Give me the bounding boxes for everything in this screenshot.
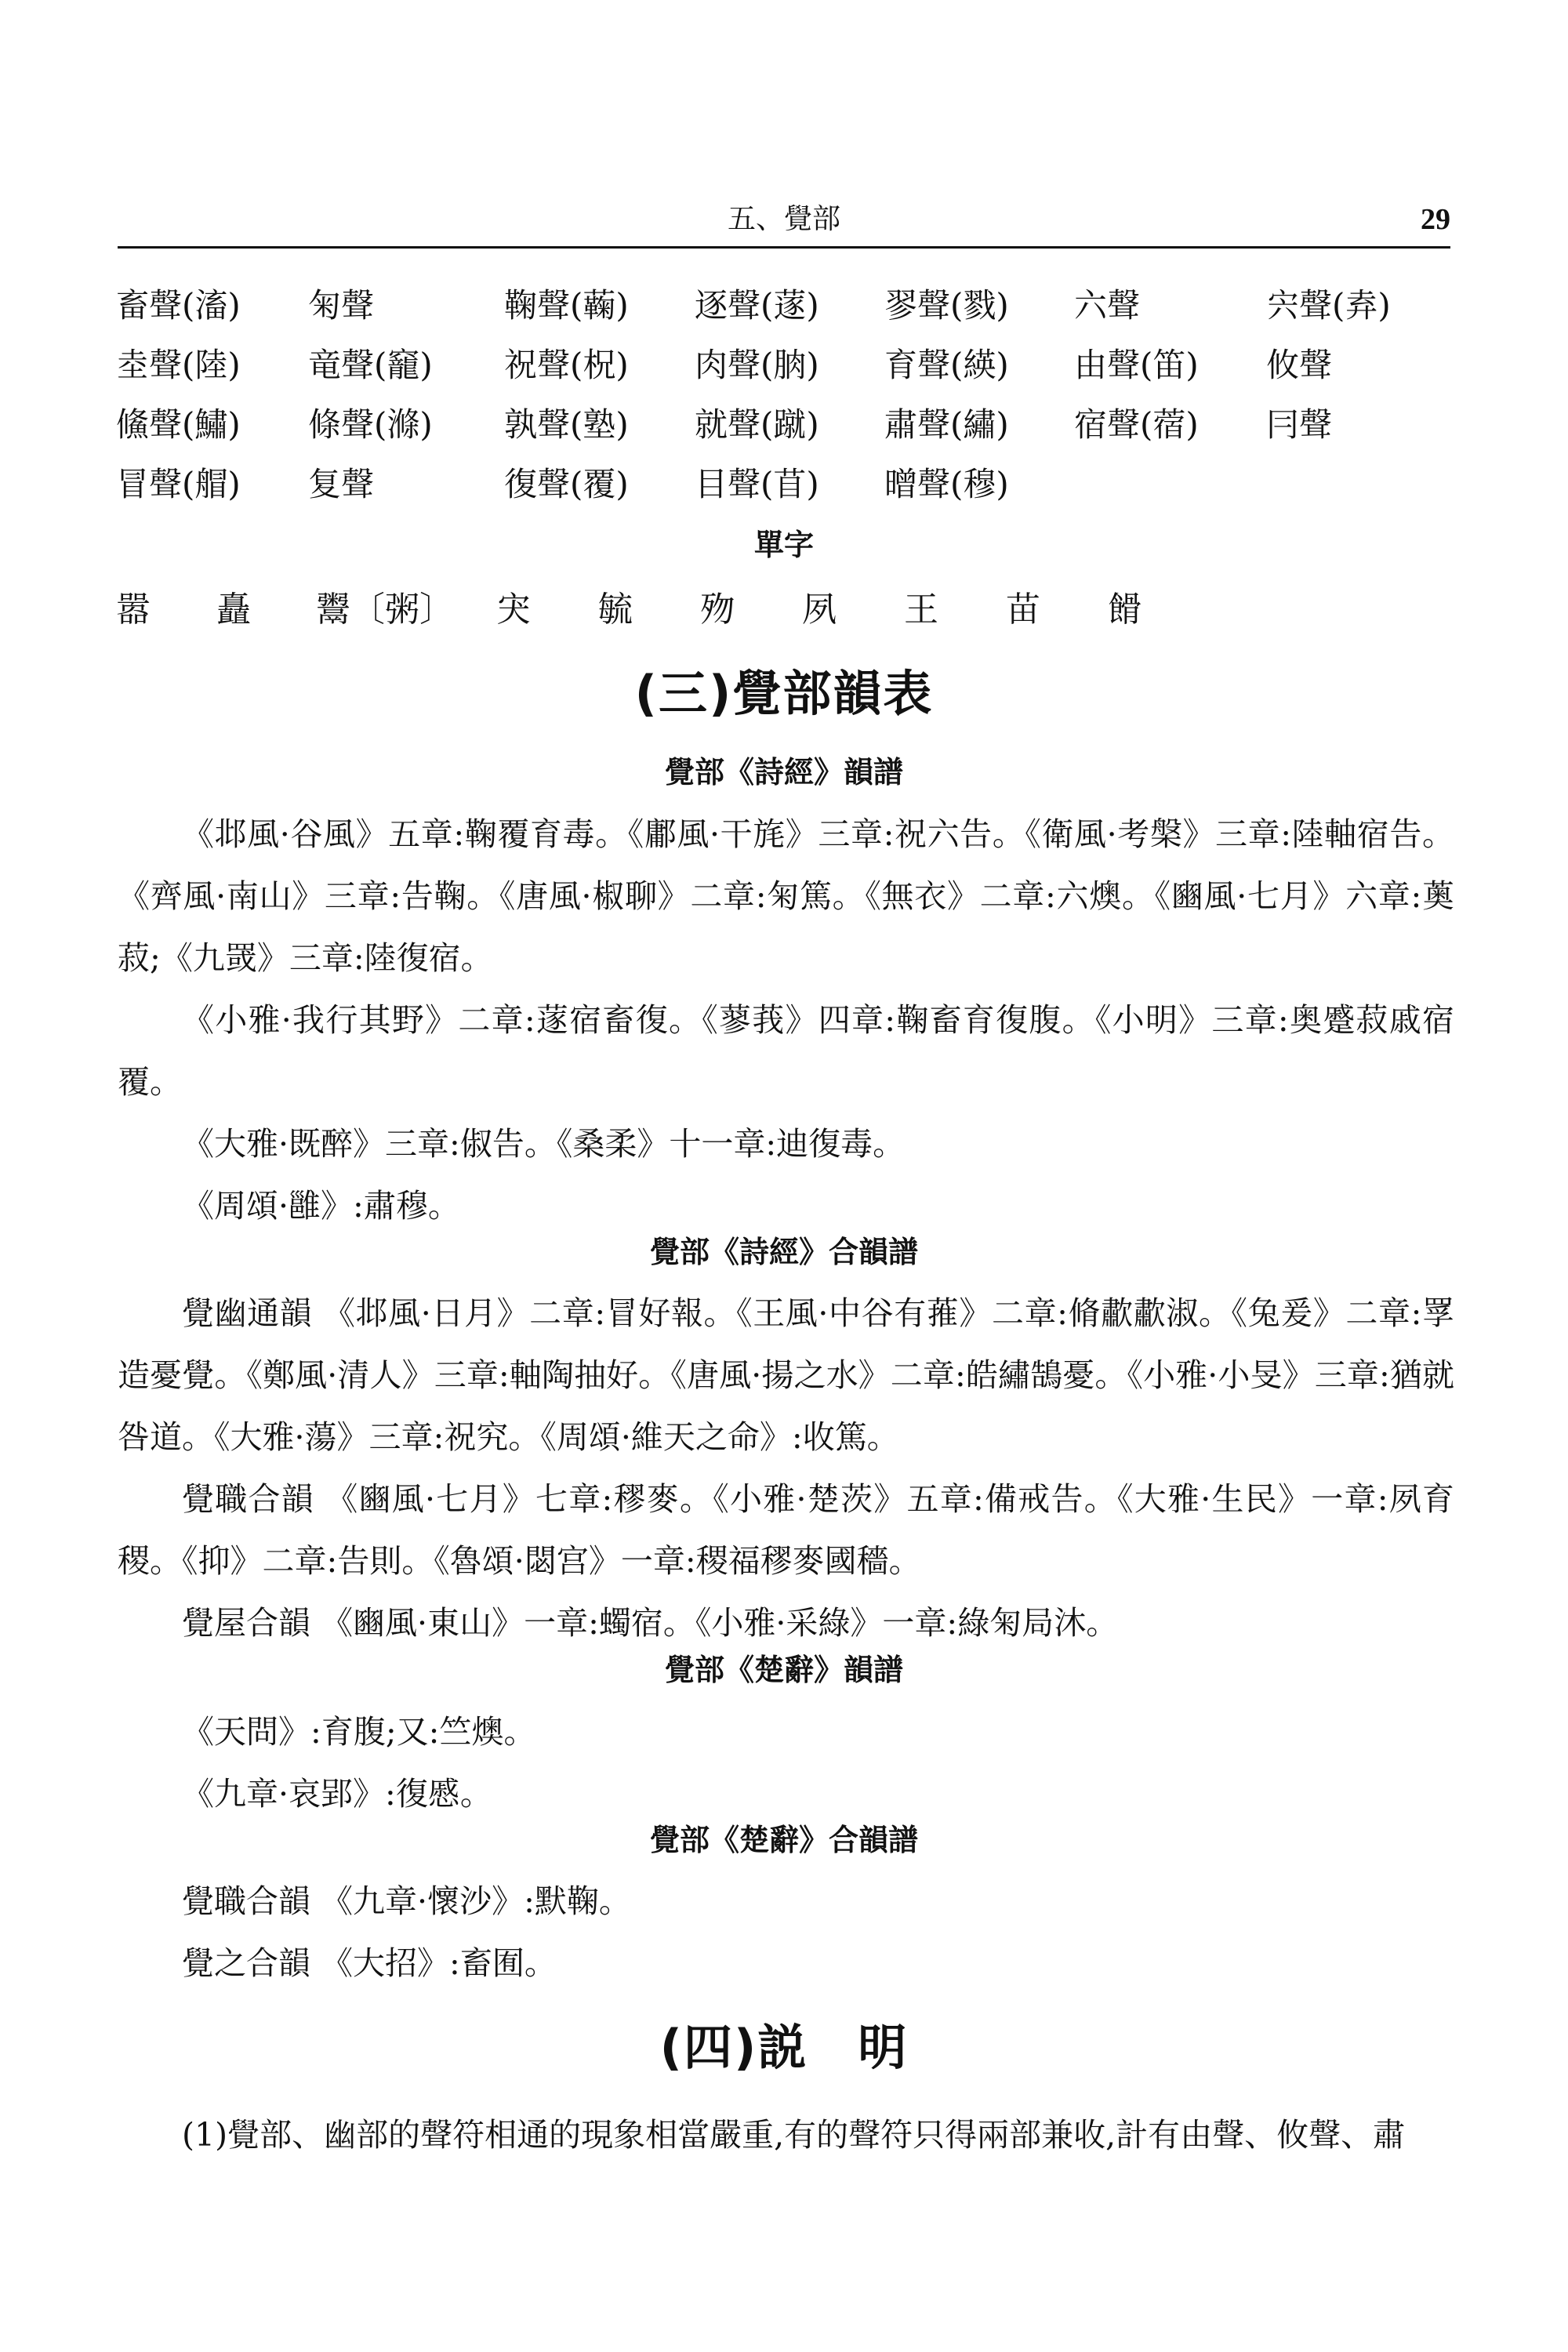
phonetic-series-grid <box>116 284 1465 522</box>
series-cell: 翏聲(戮) <box>884 286 1009 325</box>
series-cell: 畜聲(滀) <box>116 286 241 325</box>
series-cell: 逐聲(蓫) <box>695 286 819 325</box>
shijing-combined-rhyme-heading: 覺部《詩經》合韻譜 <box>649 1235 918 1269</box>
single-char: 餶 <box>1108 590 1142 630</box>
chuci-combined-entry: 覺職合韻 《九章·懷沙》:默鞠。 <box>182 1882 631 1920</box>
chuci-rhyme-heading: 覺部《楚辭》韻譜 <box>664 1653 903 1687</box>
series-cell: 孰聲(塾) <box>504 405 629 444</box>
series-cell: 竜聲(竉) <box>308 346 433 384</box>
single-characters-row <box>116 586 1465 633</box>
chuci-combined-rhyme-heading: 覺部《楚辭》合韻譜 <box>649 1823 918 1857</box>
shijing-paragraph-zhousong: 《周頌·雝》:肅穆。 <box>182 1187 460 1225</box>
series-cell: 鯈聲(鱐) <box>116 405 241 444</box>
series-cell: 攸聲 <box>1266 346 1333 384</box>
series-cell: 坴聲(陸) <box>116 346 241 384</box>
single-char: 宊 <box>496 590 531 630</box>
series-row <box>116 403 1465 463</box>
running-header <box>118 201 1450 238</box>
series-cell: 㬝聲(穆) <box>884 465 1009 503</box>
shijing-paragraph-guofeng: 《邶風·谷風》五章:鞠覆育毒。《鄘風·干旄》三章:祝六告。《衛風·考槃》三章:陸軸宿告。《齊風·南山》三章:告鞠。《唐風·椒聊》二章:匊篤。《無衣》二章:六燠。《豳風·七月》六章:薁菽;《九罭》三章:陸復宿。 <box>118 815 1454 977</box>
series-cell: 冃聲 <box>1266 405 1333 444</box>
section-title-explanation: (四)説 明 <box>659 2019 909 2076</box>
combined-rhyme-jue-zhi: 覺職合韻 《豳風·七月》七章:穋麥。《小雅·楚茨》五章:備戒告。《大雅·生民》一章:夙育稷。《抑》二章:告則。《魯頌·閟宫》一章:稷福穋麥國穡。 <box>118 1480 1454 1580</box>
series-row <box>116 284 1465 343</box>
single-char: 嚣 <box>116 590 151 630</box>
single-char: 歾 <box>700 590 735 630</box>
series-cell: 育聲(緓) <box>884 346 1009 384</box>
series-cell: 宍聲(弆) <box>1266 286 1391 325</box>
combined-rhyme-jue-you: 覺幽通韻 《邶風·日月》二章:冒好報。《王風·中谷有蓷》二章:脩歗歗淑。《兔爰》二章:罦造憂覺。《鄭風·清人》三章:軸陶抽好。《唐風·揚之水》二章:皓繡鵠憂。《小雅·小旻》三章:猶就咎道。《大雅·蕩》三章:祝究。《周頌·維天之命》:收篤。 <box>118 1294 1454 1456</box>
series-cell: 宿聲(蓿) <box>1074 405 1199 444</box>
single-char: 夙 <box>802 590 837 630</box>
chuci-entry: 《九章·哀郢》:復慼。 <box>182 1775 492 1813</box>
series-cell: 肅聲(繡) <box>884 405 1009 444</box>
series-row <box>116 343 1465 403</box>
series-cell: 祝聲(柷) <box>504 346 629 384</box>
single-char: 鬻〔粥〕 <box>316 590 454 630</box>
series-row <box>116 463 1465 522</box>
chuci-entry: 《天問》:育腹;又:竺燠。 <box>182 1713 536 1751</box>
combined-rhyme-jue-wu: 覺屋合韻 《豳風·東山》一章:蠋宿。《小雅·采綠》一章:綠匊局沐。 <box>182 1604 1119 1642</box>
series-cell: 就聲(蹴) <box>695 405 819 444</box>
series-cell: 鞠聲(蘜) <box>504 286 629 325</box>
series-cell: 條聲(滌) <box>308 405 433 444</box>
shijing-rhyme-heading: 覺部《詩經》韻譜 <box>664 755 903 789</box>
single-characters-heading: 單字 <box>753 528 814 562</box>
chuci-combined-entry: 覺之合韻 《大招》:畜囿。 <box>182 1944 557 1982</box>
series-cell: 由聲(笛) <box>1074 346 1199 384</box>
header-rule <box>118 246 1450 249</box>
single-char: 苗 <box>1006 590 1040 630</box>
series-cell: 冒聲(艒) <box>116 465 241 503</box>
series-cell: 目聲(苜) <box>695 465 819 503</box>
chapter-title: 五、覺部 <box>727 203 840 235</box>
section-title-rhyme-tables: (三)覺部韻表 <box>634 665 934 722</box>
shijing-paragraph-xiaoya: 《小雅·我行其野》二章:蓫宿畜復。《蓼莪》四章:鞠畜育復腹。《小明》三章:奥蹙菽戚宿覆。 <box>118 1001 1454 1101</box>
shijing-paragraph-daya: 《大雅·既醉》三章:俶告。《桑柔》十一章:迪復毒。 <box>182 1125 906 1163</box>
series-cell: 肉聲(朒) <box>695 346 819 384</box>
explanation-note-1: (1)覺部、幽部的聲符相通的現象相當嚴重,有的聲符只得兩部兼收,計有由聲、攸聲、肅 <box>182 2116 1406 2154</box>
page-number: 29 <box>1421 203 1450 236</box>
series-cell: 復聲(覆) <box>504 465 629 503</box>
single-char: 矗 <box>216 590 251 630</box>
series-cell: 六聲 <box>1074 286 1141 325</box>
single-char: 毓 <box>598 590 633 630</box>
series-cell: 匊聲 <box>308 286 375 325</box>
single-char: 王 <box>904 590 938 630</box>
series-cell: 复聲 <box>308 465 375 503</box>
